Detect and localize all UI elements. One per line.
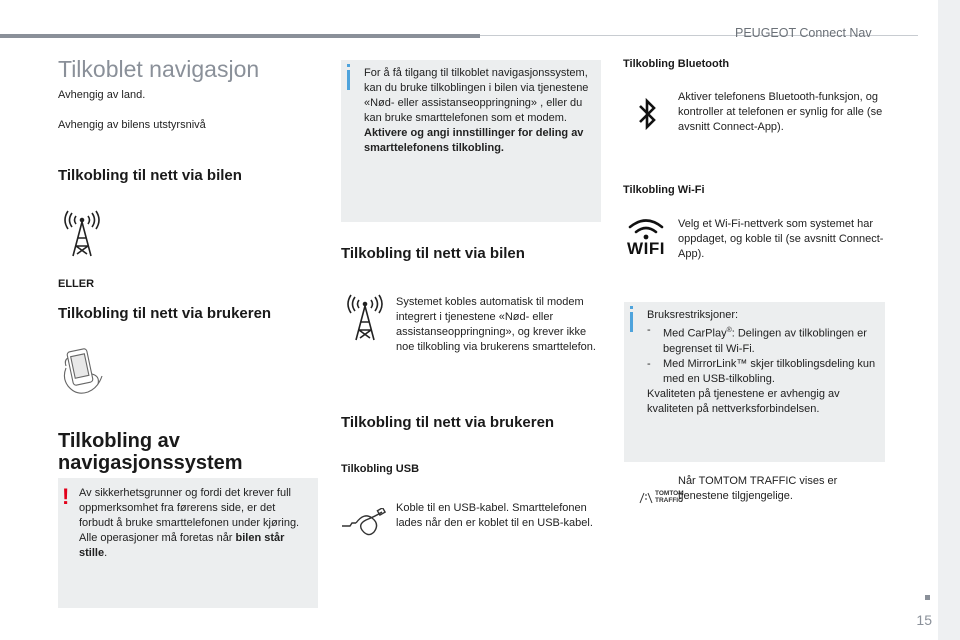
warning-icon: ! <box>62 484 70 509</box>
wifi-logo-text: WIFI <box>627 239 665 258</box>
label-or: ELLER <box>58 278 95 290</box>
usb-cable-icon <box>340 508 386 538</box>
header-bar <box>0 34 480 38</box>
info-icon-dot <box>630 306 633 309</box>
info-box-restrictions <box>624 302 885 462</box>
note-equipment: Avhengig av bilens utstyrsnivå <box>58 119 206 131</box>
info-access-text: For å få tilgang til tilkoblet navigasjonssystem, kan du bruke tilkoblingen i bilen via tjenestene «Nød- eller assistanseoppringning» , eller du kan bruke smarttelefonen som et modem. <box>364 67 589 124</box>
restrictions-footer: Kvaliteten på tjenestene er avhengig av kvaliteten på nettverksforbindelsen. <box>647 387 840 415</box>
antenna-tower-icon <box>60 210 104 258</box>
heading-car-connection: Tilkobling til nett via bilen <box>58 167 242 184</box>
registered-mark: ® <box>726 327 732 334</box>
info-icon <box>347 70 350 90</box>
note-country: Avhengig av land. <box>58 89 146 101</box>
tomtom-logo-2: TRAFFIC <box>655 497 683 504</box>
restriction-carplay-rest: : Delingen av tilkoblingen er begrenset til Wi-Fi. <box>663 327 867 355</box>
info-access-bold: Aktivere og angi innstillinger for deling av smarttelefonens tilkobling. <box>364 127 584 154</box>
heading-wifi: Tilkobling Wi-Fi <box>623 184 705 196</box>
list-item: - Med MirrorLink™ skjer tilkoblingsdeling kun med en USB-tilkobling. <box>647 357 881 387</box>
warning-text-2: Alle operasjoner må foretas når <box>79 532 236 544</box>
tomtom-text: Når TOMTOM TRAFFIC vises er tjenestene tilgjengelige. <box>678 475 838 502</box>
list-item: - Med CarPlay®: Delingen av tilkoblingen er begrenset til Wi-Fi. <box>647 324 867 355</box>
warning-bold: bilen står stille <box>79 532 285 559</box>
usb-text: Koble til en USB-kabel. Smarttelefonen lades når den er koblet til en USB-kabel. <box>396 502 593 529</box>
info-icon-dot <box>347 64 350 67</box>
wifi-icon <box>624 218 668 258</box>
antenna-tower-icon <box>343 294 387 342</box>
page-number: 15 <box>916 612 932 628</box>
warning-box <box>58 478 318 608</box>
warning-end: . <box>104 547 108 559</box>
heading-bluetooth: Tilkobling Bluetooth <box>623 58 730 70</box>
heading-usb: Tilkobling USB <box>341 463 420 475</box>
side-strip <box>938 0 960 640</box>
bluetooth-text: Aktiver telefonens Bluetooth-funksjon, og kontroller at telefonen er synlig for alle (se avsnitt Connect-App). <box>678 91 883 133</box>
section-title: PEUGEOT Connect Nav <box>735 26 872 40</box>
heading-car-connection-2: Tilkobling til nett via bilen <box>341 245 525 262</box>
restriction-carplay: Med CarPlay <box>663 327 727 340</box>
page-marker <box>925 595 930 600</box>
car-connection-text: Systemet kobles automatisk til modem integrert i tjenestene «Nød- eller assistanseoppringning», og krever ikke noe tilkobling via brukerens smarttelefon. <box>396 296 596 353</box>
restrictions-title: Bruksrestriksjoner: <box>647 309 739 321</box>
warning-text: Av sikkerhetsgrunner og fordi det krever full oppmerksomhet fra førerens side, er det forbudt å bruke smarttelefonen under kjøring. <box>79 487 300 529</box>
heading-user-connection-2: Tilkobling til nett via brukeren <box>341 414 555 431</box>
heading-user-connection: Tilkobling til nett via brukeren <box>58 305 272 322</box>
restriction-mirrorlink: Med MirrorLink™ skjer tilkoblingsdeling kun med en USB-tilkobling. <box>663 357 876 385</box>
info-box-access <box>341 60 601 222</box>
heading-nav-system: Tilkobling av navigasjonssystem <box>58 430 243 474</box>
info-icon <box>630 312 633 332</box>
page-title: Tilkoblet navigasjon <box>58 56 260 82</box>
tomtom-logo-1: TOMTOM <box>655 490 684 497</box>
wifi-text: Velg et Wi-Fi-nettverk som systemet har oppdaget, og koble til (se avsnitt Connect-App). <box>678 218 884 260</box>
bluetooth-icon <box>635 96 659 132</box>
smartphone-hand-icon <box>58 346 108 400</box>
